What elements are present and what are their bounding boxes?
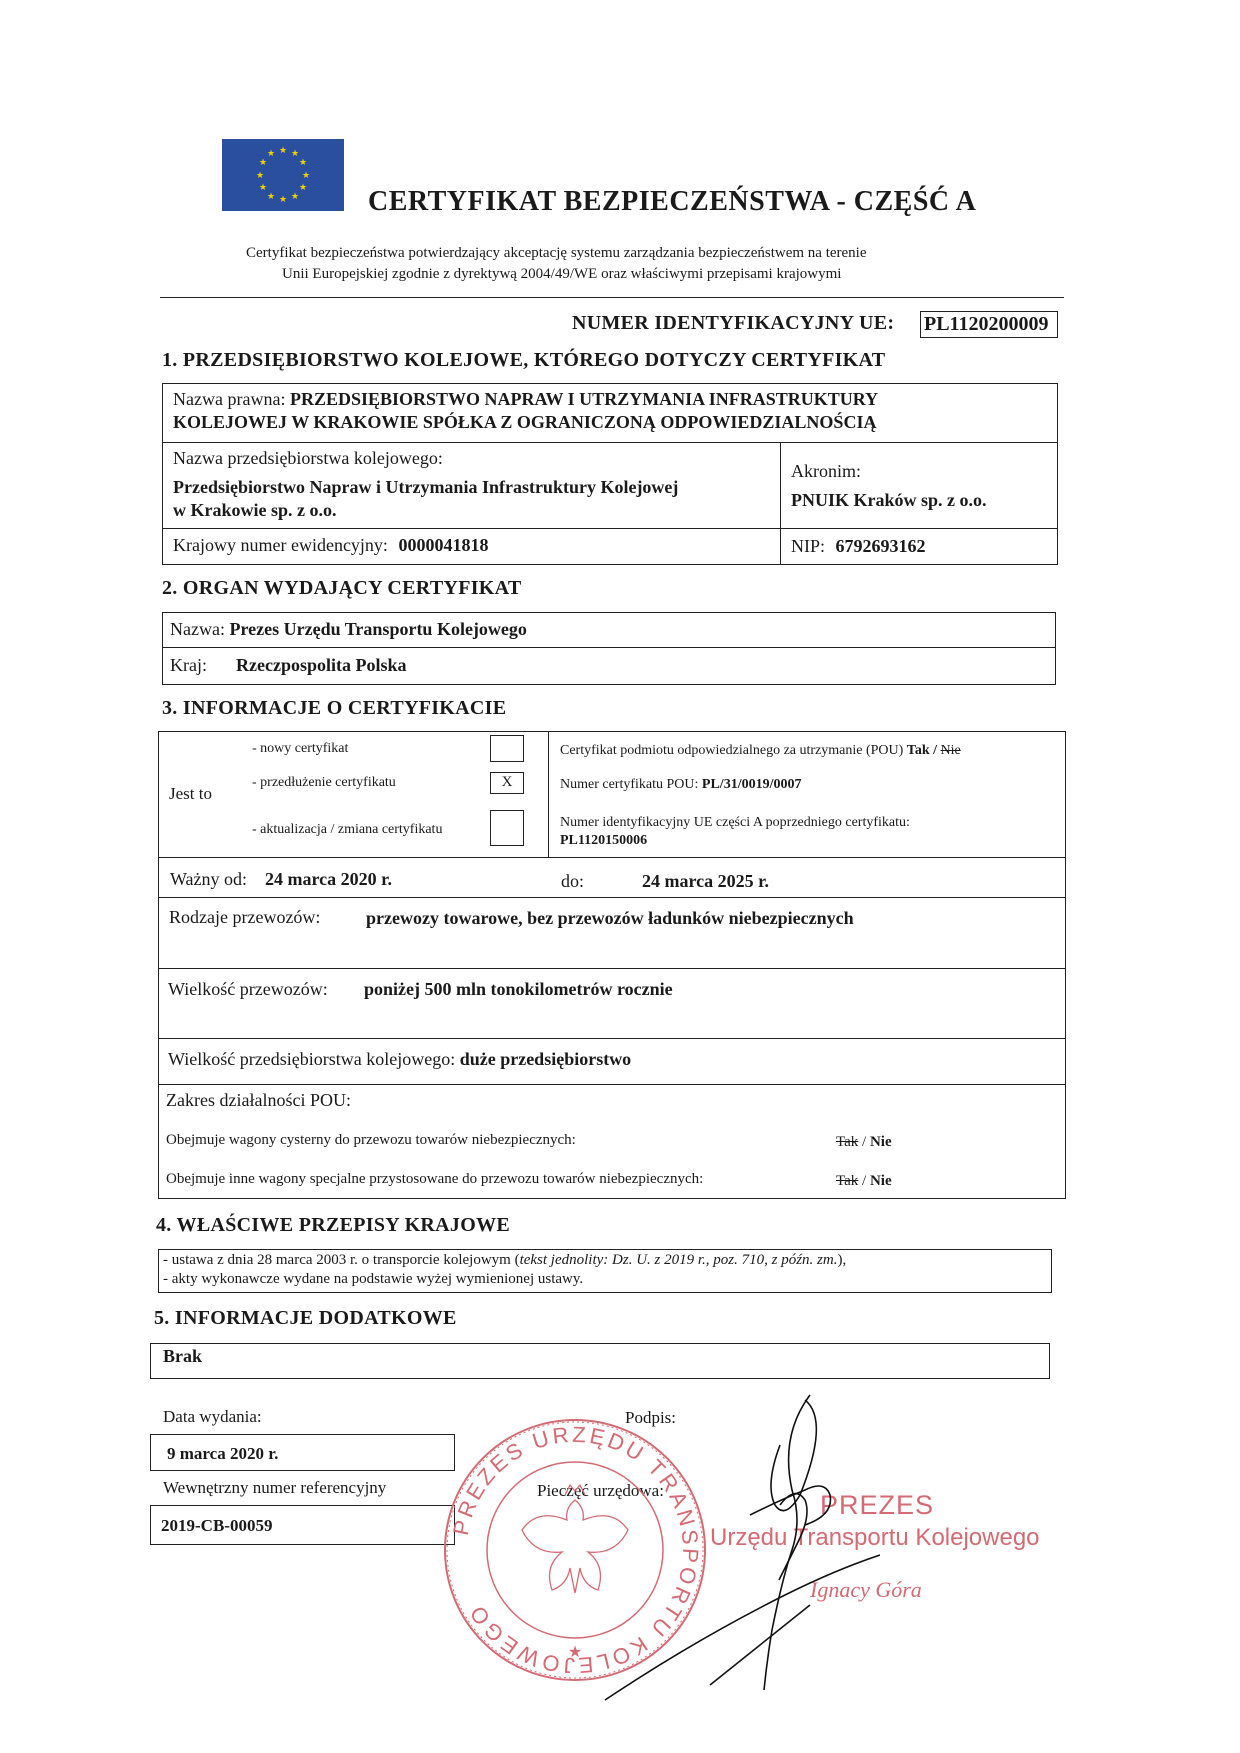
valid-from-label: Ważny od: bbox=[170, 869, 248, 889]
tank-nie: Nie bbox=[869, 1134, 892, 1150]
svg-text:★: ★ bbox=[290, 149, 300, 159]
header-divider bbox=[160, 297, 1064, 298]
issue-date-value: 9 marca 2020 r. bbox=[150, 1434, 455, 1471]
svg-text:★: ★ bbox=[298, 158, 308, 168]
issuer-country-value: Rzeczpospolita Polska bbox=[236, 655, 407, 675]
section-3-heading: 3. INFORMACJE O CERTYFIKACIE bbox=[162, 697, 507, 719]
jest-to-label: Jest to bbox=[169, 784, 212, 803]
company-size-value: duże przedsiębiorstwo bbox=[459, 1049, 632, 1069]
document-title: CERTYFIKAT BEZPIECZEŃSTWA - CZĘŚĆ A bbox=[368, 186, 977, 217]
section-1-heading: 1. PRZEDSIĘBIORSTWO KOLEJOWE, KTÓREGO DOTYCZY CERTYFIKAT bbox=[162, 349, 886, 371]
svg-text:★: ★ bbox=[290, 192, 300, 202]
special-sep: / bbox=[858, 1173, 870, 1189]
issuer-name-label: Nazwa: bbox=[170, 619, 225, 639]
svg-text:★: ★ bbox=[278, 146, 288, 156]
legal-name-line-1: PRZEDSIĘBIORSTWO NAPRAW I UTRZYMANIA INFRASTRUKTURY bbox=[289, 389, 879, 409]
krs-row bbox=[173, 535, 488, 556]
pou-scope-label: Zakres działalności POU: bbox=[166, 1090, 351, 1110]
acronym-label: Akronim: bbox=[791, 461, 861, 481]
acronym-value: PNUIK Kraków sp. z o.o. bbox=[791, 490, 987, 510]
stamp-title: PREZES bbox=[820, 1490, 935, 1520]
ref-value: 2019-CB-00059 bbox=[150, 1505, 455, 1545]
signature-label: Podpis: bbox=[625, 1408, 677, 1427]
special-wagons-answer bbox=[836, 1173, 892, 1190]
legal-name-line-2: KOLEJOWEJ W KRAKOWIE SPÓŁKA Z OGRANICZONĄ ODPOWIEDZIALNOŚCIĄ bbox=[173, 412, 877, 432]
nip-row bbox=[791, 536, 926, 557]
svg-text:★: ★ bbox=[301, 171, 311, 181]
option-new-label: - nowy certyfikat bbox=[252, 741, 349, 756]
transport-volume-value: poniżej 500 mln tonokilometrów rocznie bbox=[364, 979, 673, 999]
tank-tak: Tak bbox=[836, 1134, 859, 1150]
legal-name-label: Nazwa prawna: bbox=[173, 389, 286, 409]
svg-text:★: ★ bbox=[266, 149, 276, 159]
tank-wagons-answer bbox=[836, 1134, 892, 1151]
valid-to-value: 24 marca 2025 r. bbox=[642, 871, 769, 891]
law-line-1 bbox=[163, 1252, 846, 1269]
issuer-name-row bbox=[170, 619, 527, 640]
pou-cert-label: Certyfikat podmiotu odpowiedzialnego za utrzymanie (POU) bbox=[560, 743, 904, 758]
legal-name bbox=[173, 389, 878, 410]
law-line-2: - akty wykonawcze wydane na podstawie wyżej wymienionej ustawy. bbox=[163, 1271, 584, 1287]
pou-tak: Tak bbox=[906, 743, 930, 758]
company-label: Nazwa przedsiębiorstwa kolejowego: bbox=[173, 448, 443, 468]
section-4-heading: 4. WŁAŚCIWE PRZEPISY KRAJOWE bbox=[156, 1214, 511, 1236]
pou-number-value: PL/31/0019/0007 bbox=[701, 777, 802, 792]
section-3-table bbox=[158, 731, 1066, 1199]
issuer-country-label: Kraj: bbox=[170, 655, 207, 675]
issuer-name-value: Prezes Urzędu Transportu Kolejowego bbox=[229, 619, 527, 639]
valid-from-value: 24 marca 2020 r. bbox=[265, 869, 392, 889]
eu-id-label: NUMER IDENTYFIKACYJNY UE: bbox=[572, 312, 895, 334]
svg-text:★: ★ bbox=[298, 183, 308, 193]
svg-text:★: ★ bbox=[255, 171, 265, 181]
tank-sep: / bbox=[858, 1134, 870, 1150]
krs-label: Krajowy numer ewidencyjny: bbox=[173, 535, 388, 555]
divider bbox=[780, 442, 781, 565]
special-nie: Nie bbox=[869, 1173, 892, 1189]
pou-cert-row bbox=[560, 743, 961, 759]
previous-cert-label: Numer identyfikacyjny UE części A poprzedniego certyfikatu: bbox=[560, 815, 910, 830]
krs-value: 0000041818 bbox=[398, 535, 489, 555]
svg-text:★: ★ bbox=[278, 195, 288, 205]
intro-line-2: Unii Europejskiej zgodnie z dyrektywą 2004/49/WE oraz właściwymi przepisami krajowymi bbox=[282, 266, 842, 282]
divider bbox=[158, 1038, 1066, 1039]
handwritten-signature bbox=[590, 1385, 880, 1710]
special-wagons-label: Obejmuje inne wagony specjalne przystosowane do przewozu towarów niebezpiecznych: bbox=[166, 1171, 704, 1187]
divider bbox=[548, 731, 549, 857]
transport-volume-label: Wielkość przewozów: bbox=[168, 979, 328, 999]
law-line-1-citation: tekst jednolity: Dz. U. z 2019 r., poz. 710, z późn. zm. bbox=[519, 1252, 838, 1268]
issue-date-label: Data wydania: bbox=[163, 1407, 262, 1426]
eu-id-value: PL1120200009 bbox=[920, 311, 1058, 338]
section-2-heading: 2. ORGAN WYDAJĄCY CERTYFIKAT bbox=[162, 577, 522, 599]
svg-text:★: ★ bbox=[258, 158, 268, 168]
divider bbox=[162, 442, 1058, 443]
checkbox-renew[interactable]: X bbox=[490, 772, 524, 794]
nip-label: NIP: bbox=[791, 536, 826, 556]
section-5-heading: 5. INFORMACJE DODATKOWE bbox=[154, 1307, 457, 1329]
special-tak: Tak bbox=[836, 1173, 859, 1189]
ref-label: Wewnętrzny numer referencyjny bbox=[163, 1478, 387, 1497]
stamp-office: Urzędu Transportu Kolejowego bbox=[710, 1524, 1040, 1551]
company-size-row bbox=[168, 1049, 631, 1070]
divider bbox=[158, 968, 1066, 969]
divider bbox=[158, 857, 1066, 858]
previous-cert-value: PL1120150006 bbox=[560, 833, 648, 848]
stamp-name: Ignacy Góra bbox=[810, 1577, 922, 1602]
transport-type-label: Rodzaje przewozów: bbox=[169, 907, 321, 927]
divider bbox=[162, 528, 1058, 529]
seal-ring-text: PREZES URZĘDU TRANSPORTU KOLEJOWEGO bbox=[447, 1421, 704, 1679]
seal-label: Pieczęć urzędowa: bbox=[537, 1481, 664, 1500]
valid-to-label: do: bbox=[561, 871, 585, 891]
tank-wagons-label: Obejmuje wagony cysterny do przewozu towarów niebezpiecznych: bbox=[166, 1132, 576, 1148]
svg-text:★: ★ bbox=[567, 1642, 583, 1661]
option-renew-label: - przedłużenie certyfikatu bbox=[252, 775, 396, 790]
eu-flag-logo bbox=[222, 139, 344, 211]
law-line-1-end: ), bbox=[837, 1252, 847, 1268]
nip-value: 6792693162 bbox=[835, 536, 926, 556]
additional-info-value: Brak bbox=[163, 1346, 203, 1366]
divider bbox=[162, 647, 1056, 648]
option-update-label: - aktualizacja / zmiana certyfikatu bbox=[252, 822, 443, 837]
divider bbox=[158, 1084, 1066, 1085]
checkbox-update[interactable] bbox=[490, 810, 524, 846]
company-line-2: w Krakowie sp. z o.o. bbox=[173, 500, 337, 520]
intro-line-1: Certyfikat bezpieczeństwa potwierdzający akceptację systemu zarządzania bezpieczeństwem na terenie bbox=[246, 245, 867, 261]
pou-sep: / bbox=[929, 743, 941, 758]
svg-text:★: ★ bbox=[266, 192, 276, 202]
pou-number-row bbox=[560, 777, 801, 793]
company-size-label: Wielkość przedsiębiorstwa kolejowego: bbox=[168, 1049, 456, 1069]
section-5-box bbox=[150, 1343, 1050, 1379]
pou-number-label: Numer certyfikatu POU: bbox=[560, 777, 699, 792]
svg-text:★: ★ bbox=[258, 183, 268, 193]
transport-type-value: przewozy towarowe, bez przewozów ładunków niebezpiecznych bbox=[366, 908, 854, 928]
company-line-1: Przedsiębiorstwo Napraw i Utrzymania Infrastruktury Kolejowej bbox=[173, 477, 679, 497]
checkbox-new[interactable] bbox=[490, 735, 524, 762]
divider bbox=[158, 897, 1066, 898]
law-line-1-start: - ustawa z dnia 28 marca 2003 r. o transporcie kolejowym ( bbox=[163, 1252, 520, 1268]
pou-nie: Nie bbox=[940, 743, 961, 758]
